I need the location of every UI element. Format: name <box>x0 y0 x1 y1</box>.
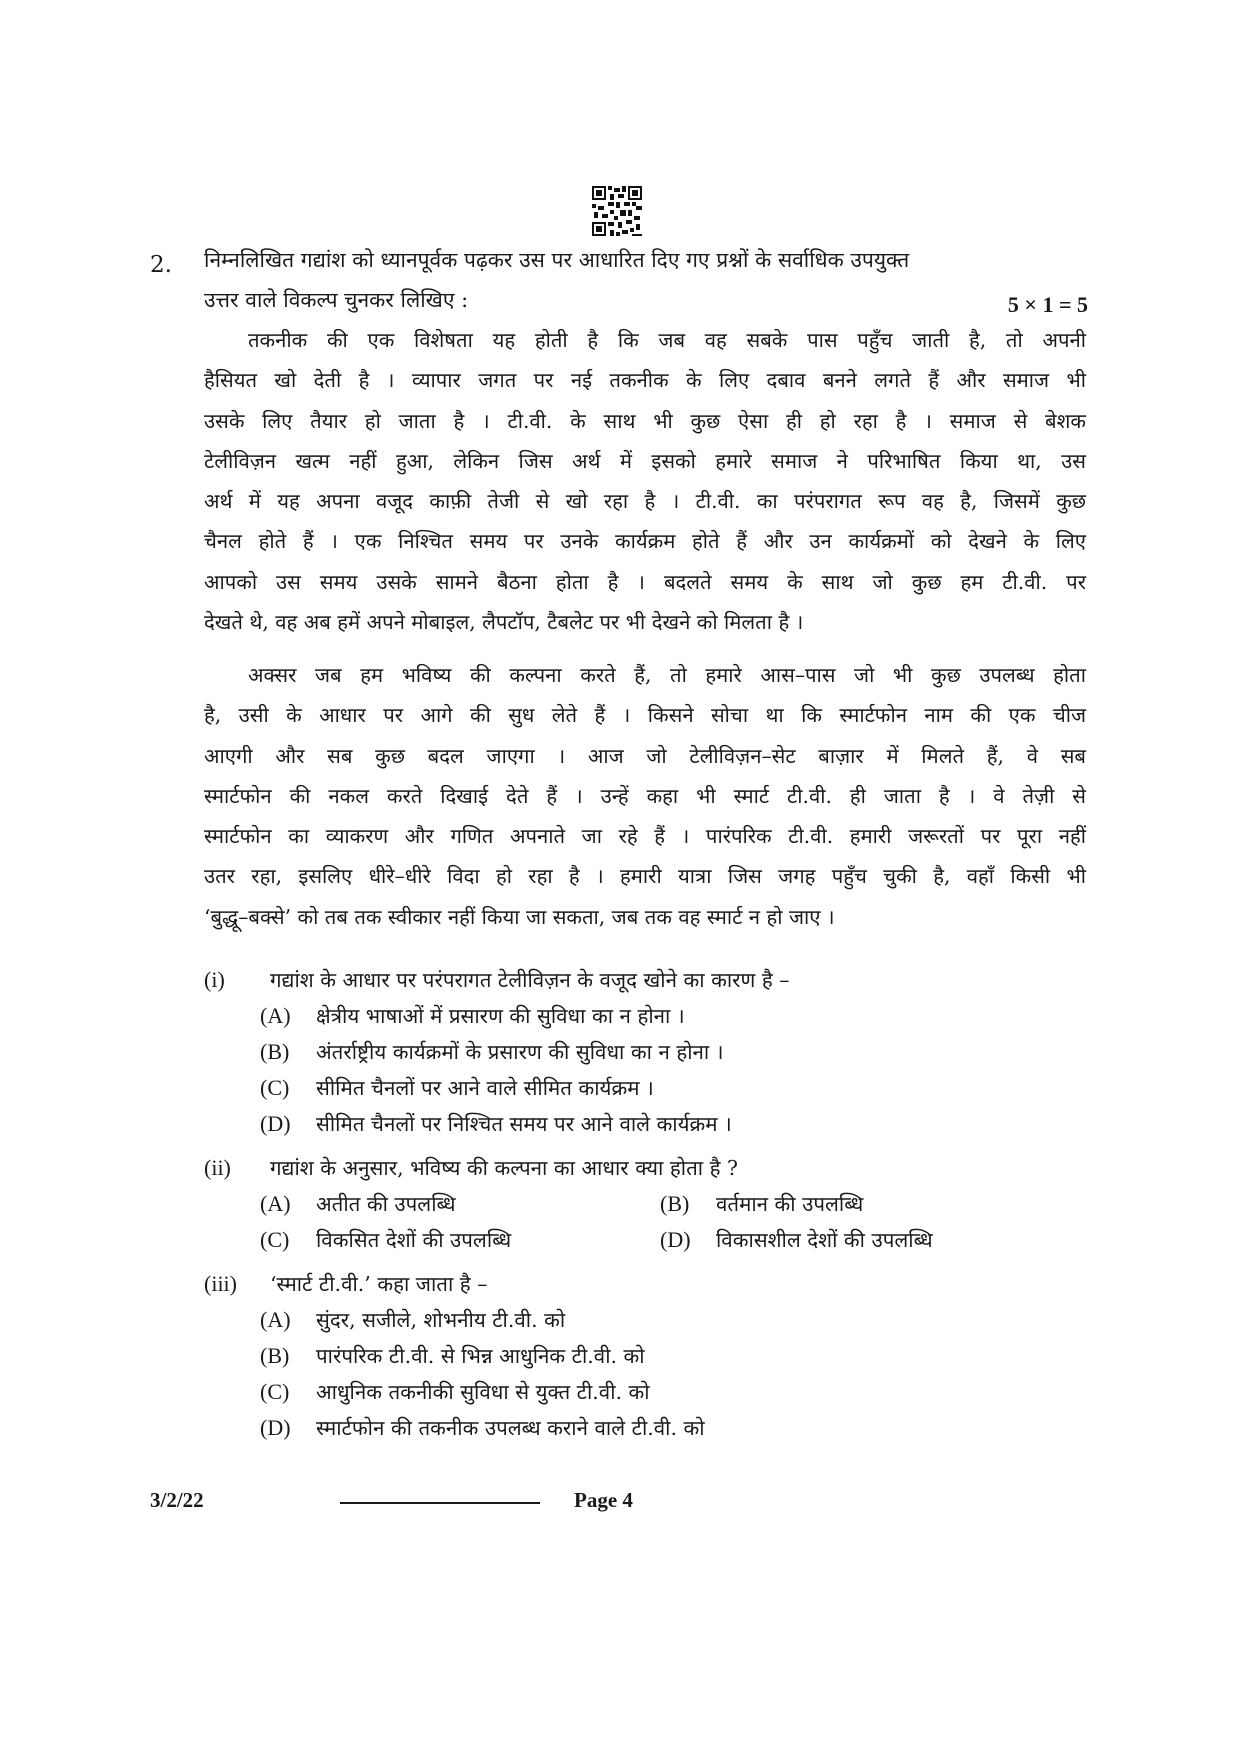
option-ii-c <box>260 1222 511 1258</box>
option-text: अंतर्राष्ट्रीय कार्यक्रमों के प्रसारण की सुविधा का न होना । <box>316 1040 724 1064</box>
subquestion-ii <box>204 1150 738 1186</box>
subquestion-text: ‘स्मार्ट टी.वी.’ कहा जाता है – <box>270 1272 488 1296</box>
option-text: क्षेत्रीय भाषाओं में प्रसारण की सुविधा का न होना । <box>316 1004 685 1028</box>
option-ii-a <box>260 1186 456 1222</box>
option-text: सीमित चैनलों पर निश्चित समय पर आने वाले कार्यक्रम । <box>316 1112 732 1136</box>
option-label: (C) <box>260 1075 290 1100</box>
option-text: अतीत की उपलब्धि <box>316 1192 456 1216</box>
option-text: विकासशील देशों की उपलब्धि <box>716 1228 933 1252</box>
question-number: 2. <box>150 252 172 278</box>
option-label: (D) <box>260 1415 291 1440</box>
option-text: स्मार्टफोन की तकनीक उपलब्ध कराने वाले टी.वी. को <box>316 1416 705 1440</box>
qr-code-icon <box>592 186 642 236</box>
option-label: (B) <box>260 1039 290 1064</box>
page-number: Page 4 <box>574 1488 633 1512</box>
passage-paragraph-1 <box>204 320 1086 642</box>
passage-line: है, उसी के आधार पर आगे की सुध लेते हैं । किसने सोचा था कि स्मार्टफोन नाम की एक चीज <box>204 703 1086 728</box>
option-label: (C) <box>260 1227 290 1252</box>
option-i-b <box>260 1034 724 1070</box>
option-label: (B) <box>260 1343 290 1368</box>
option-label: (A) <box>260 1191 291 1216</box>
option-label: (D) <box>660 1227 691 1252</box>
option-ii-d <box>660 1222 933 1258</box>
option-text: आधुनिक तकनीकी सुविधा से युक्त टी.वी. को <box>316 1380 650 1404</box>
instruction-line: उत्तर वाले विकल्प चुनकर लिखिए : <box>204 288 469 312</box>
passage-line: टेलीविज़न खत्म नहीं हुआ, लेकिन जिस अर्थ में इसको हमारे समाज ने परिभाषित किया था, उस <box>204 448 1086 473</box>
option-label: (C) <box>260 1379 290 1404</box>
option-label: (D) <box>260 1111 291 1136</box>
option-ii-b <box>660 1186 863 1222</box>
passage-line: ‘बुद्धू–बक्से’ को तब तक स्वीकार नहीं किया जा सकता, जब तक वह स्मार्ट न हो जाए । <box>204 904 835 929</box>
subquestion-text: गद्यांश के आधार पर परंपरागत टेलीविज़न के वजूद खोने का कारण है – <box>270 968 790 992</box>
option-text: सुंदर, सजीले, शोभनीय टी.वी. को <box>316 1308 566 1332</box>
paper-code: 3/2/22 <box>150 1488 204 1512</box>
passage-line: स्मार्टफोन की नकल करते दिखाई देते हैं । उन्हें कहा भी स्मार्ट टी.वी. ही जाता है । वे तेज़ी से <box>204 783 1086 808</box>
marks-allocation: 5 × 1 = 5 <box>1007 292 1088 317</box>
question-instruction <box>204 240 1084 320</box>
subquestion-number: (ii) <box>204 1155 231 1180</box>
subquestion-iii <box>204 1266 487 1302</box>
passage-line: हैसियत खो देती है । व्यापार जगत पर नई तकनीक के लिए दबाव बनने लगते हैं और समाज भी <box>204 368 1086 393</box>
option-label: (A) <box>260 1003 291 1028</box>
passage-line: चैनल होते हैं । एक निश्चित समय पर उनके कार्यक्रम होते हैं और उन कार्यक्रमों को देखने के लिए <box>204 529 1086 554</box>
option-text: वर्तमान की उपलब्धि <box>716 1192 864 1216</box>
footer-divider <box>340 1502 540 1504</box>
subquestion-i <box>204 962 790 998</box>
option-iii-a <box>260 1302 565 1338</box>
option-label: (A) <box>260 1307 291 1332</box>
option-i-d <box>260 1106 732 1142</box>
passage-line: तकनीक की एक विशेषता यह होती है कि जब वह सबके पास पहुँच जाती है, तो अपनी <box>248 328 1086 352</box>
subquestion-number: (i) <box>204 967 225 992</box>
option-i-c <box>260 1070 654 1106</box>
option-text: विकसित देशों की उपलब्धि <box>316 1228 512 1252</box>
option-iii-d <box>260 1410 705 1446</box>
passage-line: उसके लिए तैयार हो जाता है । टी.वी. के साथ भी कुछ ऐसा ही हो रहा है । समाज से बेशक <box>204 408 1086 433</box>
instruction-line: निम्नलिखित गद्यांश को ध्यानपूर्वक पढ़कर उस पर आधारित दिए गए प्रश्नों के सर्वाधिक उपयुक्त <box>204 248 910 272</box>
passage-line: अर्थ में यह अपना वजूद काफ़ी तेजी से खो रहा है । टी.वी. का परंपरागत रूप वह है, जिसमें कुछ <box>204 489 1086 514</box>
passage-line: आपको उस समय उसके सामने बैठना होता है । बदलते समय के साथ जो कुछ हम टी.वी. पर <box>204 569 1086 594</box>
passage-paragraph-2 <box>204 655 1086 937</box>
passage-line: अक्सर जब हम भविष्य की कल्पना करते हैं, तो हमारे आस–पास जो भी कुछ उपलब्ध होता <box>248 663 1086 687</box>
option-iii-b <box>260 1338 645 1374</box>
subquestion-number: (iii) <box>204 1271 237 1296</box>
passage-line: देखते थे, वह अब हमें अपने मोबाइल, लैपटॉप, टैबलेट पर भी देखने को मिलता है । <box>204 610 804 635</box>
subquestion-text: गद्यांश के अनुसार, भविष्य की कल्पना का आधार क्या होता है ? <box>270 1156 738 1180</box>
passage-line: स्मार्टफोन का व्याकरण और गणित अपनाते जा रहे हैं । पारंपरिक टी.वी. हमारी जरूरतों पर पूरा नहीं <box>204 824 1086 849</box>
option-label: (B) <box>660 1191 690 1216</box>
option-text: सीमित चैनलों पर आने वाले सीमित कार्यक्रम । <box>316 1076 654 1100</box>
option-text: पारंपरिक टी.वी. से भिन्न आधुनिक टी.वी. को <box>316 1344 645 1368</box>
option-iii-c <box>260 1374 650 1410</box>
passage-line: आएगी और सब कुछ बदल जाएगा । आज जो टेलीविज़न–सेट बाज़ार में मिलते हैं, वे सब <box>204 743 1086 768</box>
option-i-a <box>260 998 685 1034</box>
passage-line: उतर रहा, इसलिए धीरे–धीरे विदा हो रहा है । हमारी यात्रा जिस जगह पहुँच चुकी है, वहाँ किसी भी <box>204 864 1086 889</box>
